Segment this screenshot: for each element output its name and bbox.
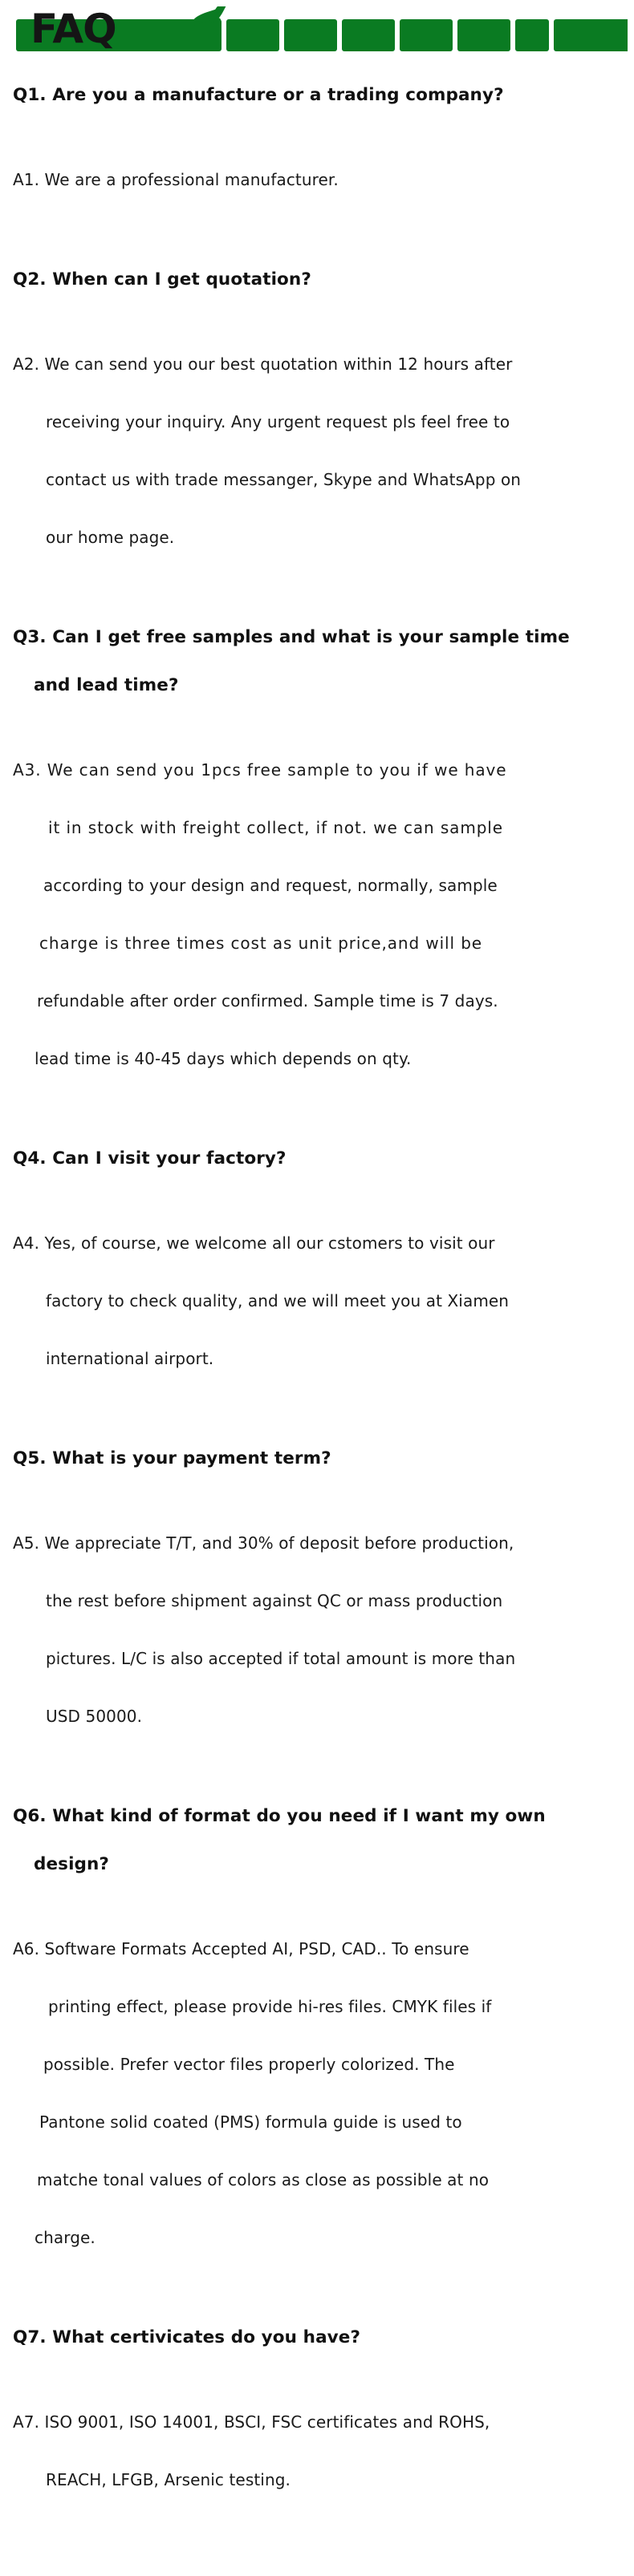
answer-line: lead time is 40-45 days which depends on qty. <box>35 1049 412 1068</box>
faq-question <box>13 59 620 132</box>
answer-line: receiving your inquiry. Any urgent request pls feel free to <box>46 412 510 431</box>
faq-answer <box>13 2379 620 2523</box>
answer-line: printing effect, please provide hi-res files. CMYK files if <box>48 1997 492 2016</box>
faq-item <box>13 1123 620 1402</box>
faq-question <box>13 601 620 722</box>
answer-line: A4. Yes, of course, we welcome all our cstomers to visit our <box>13 1233 495 1253</box>
answer-line: possible. Prefer vector files properly colorized. The <box>43 2055 455 2074</box>
faq-banner <box>6 6 628 59</box>
answer-line: pictures. L/C is also accepted if total amount is more than <box>46 1649 516 1668</box>
faq-question <box>13 1780 620 1901</box>
faq-answer <box>13 1906 620 2281</box>
page-title: FAQ <box>30 6 116 52</box>
faq-answer <box>13 1200 620 1402</box>
answer-line: Pantone solid coated (PMS) formula guide is used to <box>39 2112 462 2132</box>
answer-line: the rest before shipment against QC or mass production <box>46 1591 503 1610</box>
faq-page <box>0 6 634 2576</box>
answer-line: contact us with trade messanger, Skype and WhatsApp on <box>46 470 522 489</box>
faq-answer <box>13 727 620 1102</box>
faq-question <box>13 1423 620 1495</box>
answer-line: A3. We can send you 1pcs free sample to you if we have <box>13 760 507 780</box>
answer-line: matche tonal values of colors as close as possible at no <box>37 2170 490 2189</box>
answer-line: A2. We can send you our best quotation within 12 hours after <box>13 354 513 374</box>
faq-answer <box>13 136 620 223</box>
answer-line: USD 50000. <box>46 1707 143 1726</box>
question-line: Q1. Are you a manufacture or a trading company? <box>13 85 504 105</box>
question-line: Q7. What certivicates do you have? <box>13 2327 361 2347</box>
answer-line: international airport. <box>46 1349 214 1368</box>
answer-line: it in stock with freight collect, if not. we can sample <box>48 818 503 837</box>
answer-line: A6. Software Formats Accepted AI, PSD, CAD.. To ensure <box>13 1939 469 1958</box>
question-line: Q6. What kind of format do you need if I want my own <box>13 1806 546 1826</box>
faq-item <box>13 244 620 581</box>
faq-item <box>13 59 620 223</box>
faq-list <box>6 59 628 2523</box>
answer-line: charge. <box>35 2228 96 2247</box>
answer-line: according to your design and request, normally, sample <box>43 876 498 895</box>
faq-answer <box>13 321 620 581</box>
faq-item <box>13 1780 620 2281</box>
answer-line: A1. We are a professional manufacturer. <box>13 170 339 189</box>
answer-line: REACH, LFGB, Arsenic testing. <box>46 2470 291 2489</box>
faq-item <box>13 601 620 1102</box>
faq-question <box>13 244 620 316</box>
answer-line: our home page. <box>46 528 175 547</box>
faq-question <box>13 1123 620 1195</box>
answer-line: charge is three times cost as unit price,and will be <box>39 934 483 953</box>
answer-line: refundable after order confirmed. Sample time is 7 days. <box>37 991 498 1011</box>
faq-item <box>13 2302 620 2523</box>
bamboo-leaf-icon <box>189 8 245 40</box>
question-line: Q2. When can I get quotation? <box>13 269 311 290</box>
faq-answer <box>13 1500 620 1760</box>
question-line: and lead time? <box>34 675 179 695</box>
answer-line: A7. ISO 9001, ISO 14001, BSCI, FSC certificates and ROHS, <box>13 2412 490 2432</box>
question-line: Q3. Can I get free samples and what is your sample time <box>13 627 570 647</box>
faq-item <box>13 1423 620 1760</box>
question-line: design? <box>34 1854 110 1874</box>
question-line: Q4. Can I visit your factory? <box>13 1148 287 1169</box>
answer-line: A5. We appreciate T/T, and 30% of deposit before production, <box>13 1533 514 1553</box>
question-line: Q5. What is your payment term? <box>13 1448 331 1468</box>
faq-question <box>13 2302 620 2374</box>
answer-line: factory to check quality, and we will meet you at Xiamen <box>46 1291 510 1310</box>
